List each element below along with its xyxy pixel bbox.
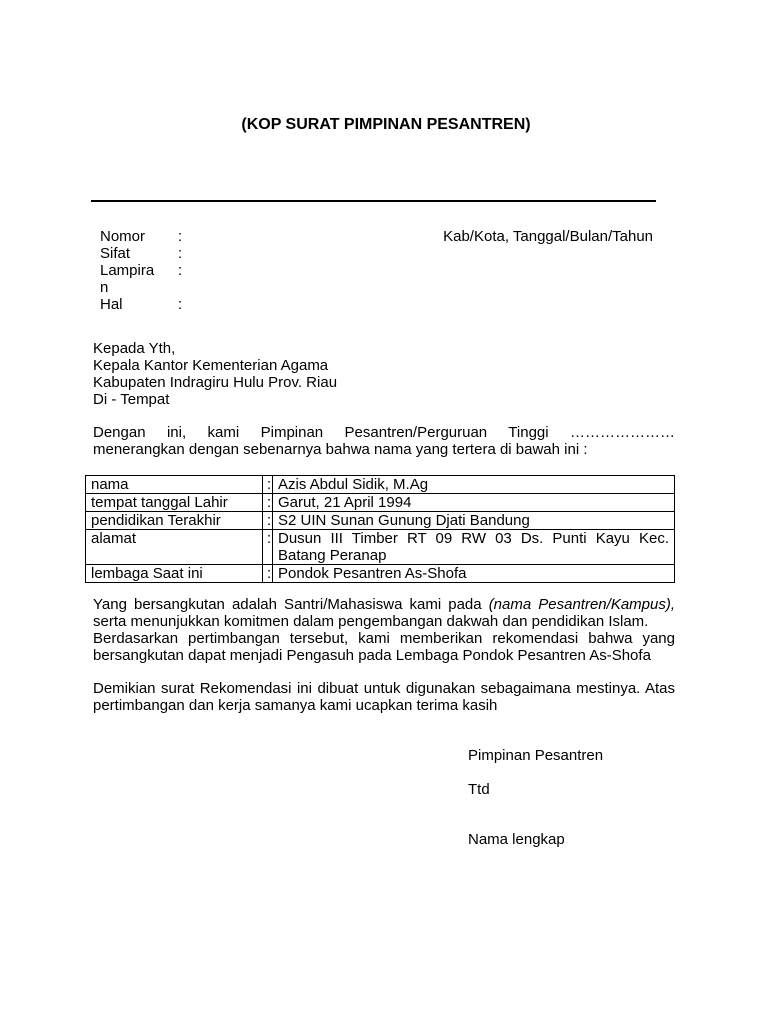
row-label: tempat tanggal Lahir	[86, 494, 263, 512]
table-row	[86, 512, 675, 530]
recipient-office: Kepala Kantor Kementerian Agama	[93, 357, 329, 374]
body-paragraph-1-rest: serta menunjukkan komitmen dalam pengembangan dakwah dan pendidikan Islam.	[93, 613, 649, 630]
signature-title: Pimpinan Pesantren	[468, 747, 604, 764]
hal-colon: :	[178, 296, 183, 313]
intro-line-2: menerangkan dengan sebenarnya bahwa nama yang tertera di bawah ini :	[93, 441, 588, 458]
row-label: pendidikan Terakhir	[86, 512, 263, 530]
row-value: Garut, 21 April 1994	[273, 494, 675, 512]
intro-line-1: Dengan ini, kami Pimpinan Pesantren/Perguruan Tinggi …………………	[93, 424, 675, 441]
lampiran-colon: :	[178, 262, 183, 279]
lampiran-label-line2: n	[100, 279, 109, 296]
row-value: Pondok Pesantren As-Shofa	[273, 565, 675, 583]
signature-name: Nama lengkap	[468, 831, 565, 848]
nomor-label: Nomor	[100, 228, 146, 245]
row-colon: :	[263, 512, 273, 530]
signature-mark: Ttd	[468, 781, 490, 798]
row-label: lembaga Saat ini	[86, 565, 263, 583]
recipient-region: Kabupaten Indragiru Hulu Prov. Riau	[93, 374, 338, 391]
intro-paragraph	[93, 424, 675, 458]
row-label: alamat	[86, 530, 263, 565]
row-colon: :	[263, 565, 273, 583]
row-colon: :	[263, 530, 273, 565]
table-row	[86, 530, 675, 565]
row-value: Azis Abdul Sidik, M.Ag	[273, 476, 675, 494]
table-row	[86, 565, 675, 583]
institution-placeholder: (nama Pesantren/Kampus),	[488, 596, 676, 613]
row-value: Dusun III Timber RT 09 RW 03 Ds. Punti Kayu Kec. Batang Peranap	[273, 530, 675, 565]
lampiran-label	[100, 262, 158, 296]
sifat-colon: :	[178, 245, 183, 262]
row-colon: :	[263, 476, 273, 494]
letterhead-divider	[91, 200, 656, 202]
recipient-greeting: Kepada Yth,	[93, 340, 176, 357]
recipient-block	[93, 340, 675, 408]
recipient-place: Di - Tempat	[93, 391, 170, 408]
identity-table	[85, 475, 675, 583]
row-value: S2 UIN Sunan Gunung Djati Bandung	[273, 512, 675, 530]
nomor-colon: :	[178, 228, 183, 245]
row-label: nama	[86, 476, 263, 494]
body-paragraph-1	[93, 596, 675, 630]
sifat-label: Sifat	[100, 245, 131, 262]
table-row	[86, 476, 675, 494]
body-paragraph-1-text: Yang bersangkutan adalah Santri/Mahasiswa kami pada	[93, 596, 489, 613]
table-row	[86, 494, 675, 512]
row-colon: :	[263, 494, 273, 512]
hal-label: Hal	[100, 296, 123, 313]
lampiran-label-line1: Lampira	[100, 262, 155, 279]
body-paragraph-2: Berdasarkan pertimbangan tersebut, kami memberikan rekomendasi bahwa yang bersangkutan dapat menjadi Pengasuh pada Lembaga Pondok Pesantren As-Shofa	[93, 630, 675, 664]
closing-paragraph: Demikian surat Rekomendasi ini dibuat untuk digunakan sebagaimana mestinya. Atas pertimbangan dan kerja samanya kami ucapkan terima kasih	[93, 680, 675, 714]
letterhead-title: (KOP SURAT PIMPINAN PESANTREN)	[241, 116, 531, 133]
place-date: Kab/Kota, Tanggal/Bulan/Tahun	[443, 228, 653, 245]
